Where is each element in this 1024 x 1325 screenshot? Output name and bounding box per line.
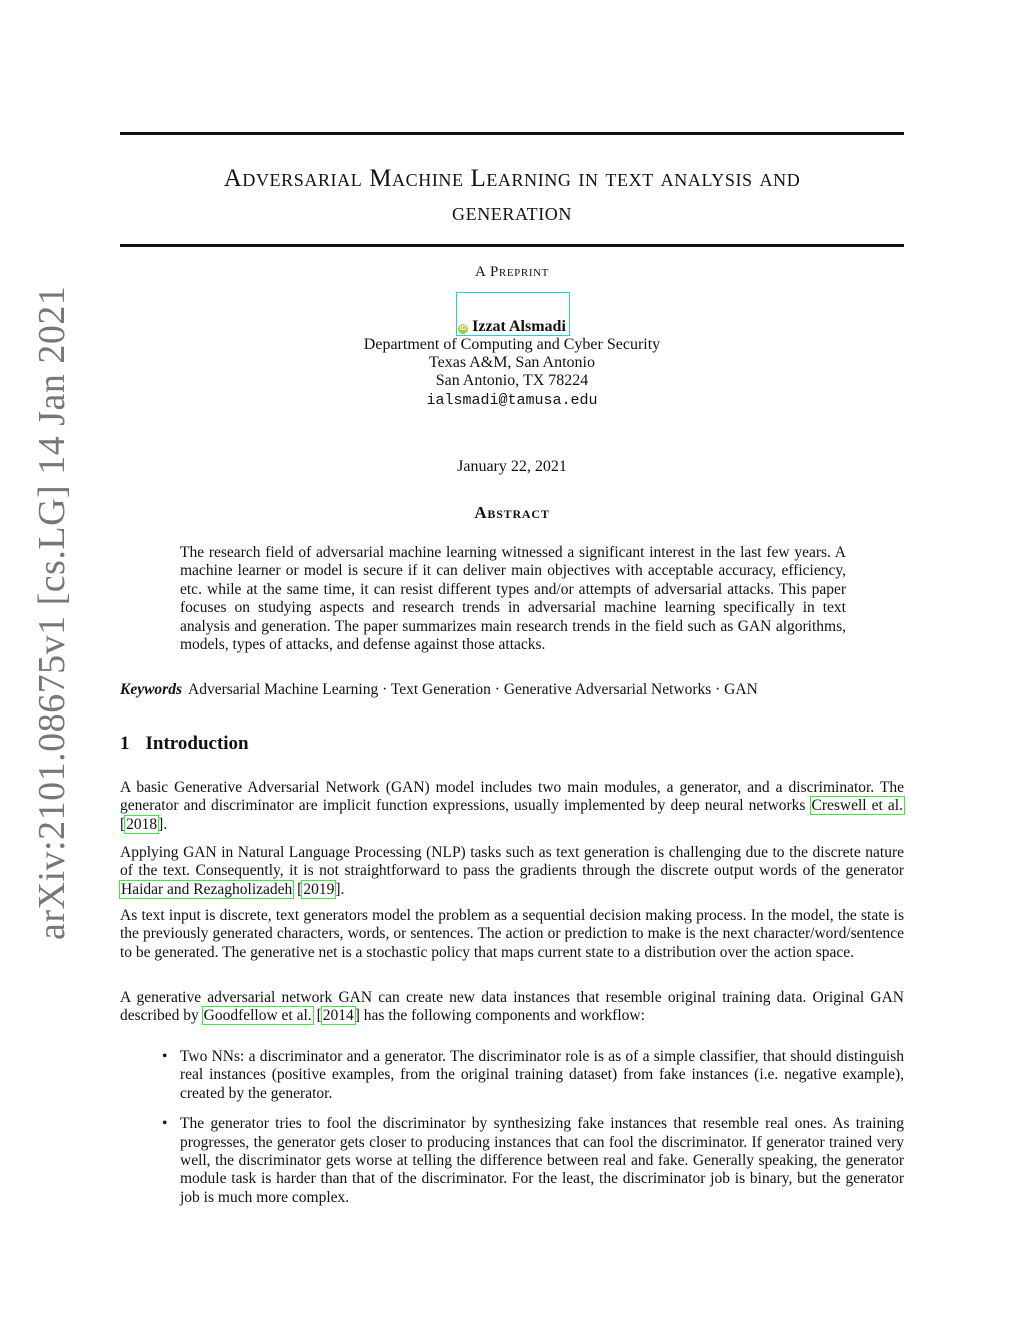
citation-year-link[interactable]: 2014: [322, 1007, 354, 1025]
author-email[interactable]: ialsmadi@tamusa.edu: [426, 392, 598, 409]
citation-author-link[interactable]: Haidar and Rezagholizadeh: [121, 880, 293, 898]
paragraph-4: A generative adversarial network GAN can create new data instances that resemble original training data. Original GAN described by Goodfellow et al. [2014] has the following components and workflow:: [120, 989, 904, 1025]
paper-date: January 22, 2021: [457, 458, 567, 475]
title-rule-top: [120, 132, 904, 135]
title-line-2: generation: [452, 199, 572, 226]
arxiv-identifier: arXiv:2101.08675v1 [cs.LG] 14 Jan 2021: [31, 285, 73, 940]
bullet-dot: •: [162, 1115, 168, 1133]
keywords-label: Keywords: [120, 681, 182, 698]
section-number: 1: [120, 733, 130, 754]
author-university: Texas A&M, San Antonio: [429, 354, 595, 371]
bullet-item: [162, 1048, 904, 1103]
preprint-label: A Preprint: [475, 264, 549, 280]
bullet-list: [162, 1048, 904, 1219]
citation-author-link[interactable]: Creswell et al.: [811, 797, 903, 815]
author-location: San Antonio, TX 78224: [435, 372, 589, 389]
author-department: Department of Computing and Cyber Security: [363, 336, 661, 353]
author-name[interactable]: [120, 318, 904, 336]
paragraph-4-text: A generative adversarial network GAN can create new data instances that resemble original training data. Original GAN described by: [120, 989, 904, 1025]
paragraph-2: Applying GAN in Natural Language Processing (NLP) tasks such as text generation is challenging due to the discrete nature of the text. Consequently, it is not straightforward to pass the gradients through the discrete output words of the generator Haidar and Rezagholizadeh [2019].: [120, 844, 904, 898]
abstract-heading: Abstract: [474, 503, 550, 522]
title-rule-bottom: [120, 244, 904, 247]
bullet-item: [162, 1115, 904, 1207]
title-line-1: Adversarial Machine Learning in text analysis and: [223, 165, 801, 192]
paragraph-2-end: .: [340, 880, 345, 898]
paper-title: [120, 162, 904, 230]
paragraph-1-end: .: [163, 815, 168, 833]
paragraph-2-text: Applying GAN in Natural Language Processing (NLP) tasks such as text generation is challenging due to the discrete nature of the text. Consequently, it is not straightforward to pass the gradients through the discrete output words of the generator: [120, 844, 904, 880]
paragraph-4-end: has the following components and workflow:: [359, 1007, 645, 1025]
paragraph-1: A basic Generative Adversarial Network (GAN) model includes two main modules, a generator, and a discriminator. The generator and discriminator are implicit function expressions, usually implemented by deep neural networks Creswell et al. [2018].: [120, 779, 904, 833]
section-title: Introduction: [145, 733, 249, 754]
author-name-text: Izzat Alsmadi: [472, 318, 566, 335]
citation-year-link[interactable]: 2018: [126, 815, 158, 833]
bullet-item-text: Two NNs: a discriminator and a generator. The discriminator role is as of a simple classifier, that should distinguish real instances (positive examples, from the original training dataset) from fake instances (i.e. negative example), created by the generator.: [180, 1048, 904, 1102]
paragraph-1-text: A basic Generative Adversarial Network (GAN) model includes two main modules, a generator, and a discriminator. The generator and discriminator are implicit function expressions, usually implemented by deep neural networks: [120, 779, 904, 815]
citation-year-link[interactable]: 2019: [303, 880, 335, 898]
author-affiliation: [120, 336, 904, 390]
bullet-dot: •: [162, 1048, 168, 1065]
section-heading: [120, 733, 249, 755]
keywords-line: [120, 681, 904, 699]
orcid-icon[interactable]: iD: [459, 325, 467, 332]
paragraph-3: As text input is discrete, text generators model the problem as a sequential decision making process. In the model, the state is the previously generated characters, words, or sentences. The action or prediction to make is the next character/word/sentence to be generated. The generative net is a stochastic policy that maps current state to a distribution over the action space.: [120, 907, 904, 961]
citation-author-link[interactable]: Goodfellow et al.: [203, 1007, 312, 1025]
bullet-item-text: The generator tries to fool the discriminator by synthesizing fake instances that resemble real ones. As training progresses, the generator gets closer to producing instances that can fool the discriminator. If generator trained very well, the discriminator gets worse at telling the difference between real and fake. Generally speaking, the generator module task is harder than that of the discriminator. For the least, the discriminator job is binary, but the generator job is much more complex.: [180, 1115, 904, 1206]
keywords-text: Adversarial Machine Learning · Text Generation · Generative Adversarial Networks · GAN: [188, 681, 758, 698]
abstract-text: The research field of adversarial machine learning witnessed a significant interest in the last few years. A machine learner or model is secure if it can deliver main objectives with acceptable accuracy, efficiency, etc. while at the same time, it can resist different types and/or attempts of adversarial attacks. This paper focuses on studying aspects and research trends in adversarial machine learning specifically in text analysis and generation. The paper summarizes main research trends in the field such as GAN algorithms, models, types of attacks, and defense against those attacks.: [180, 544, 846, 654]
